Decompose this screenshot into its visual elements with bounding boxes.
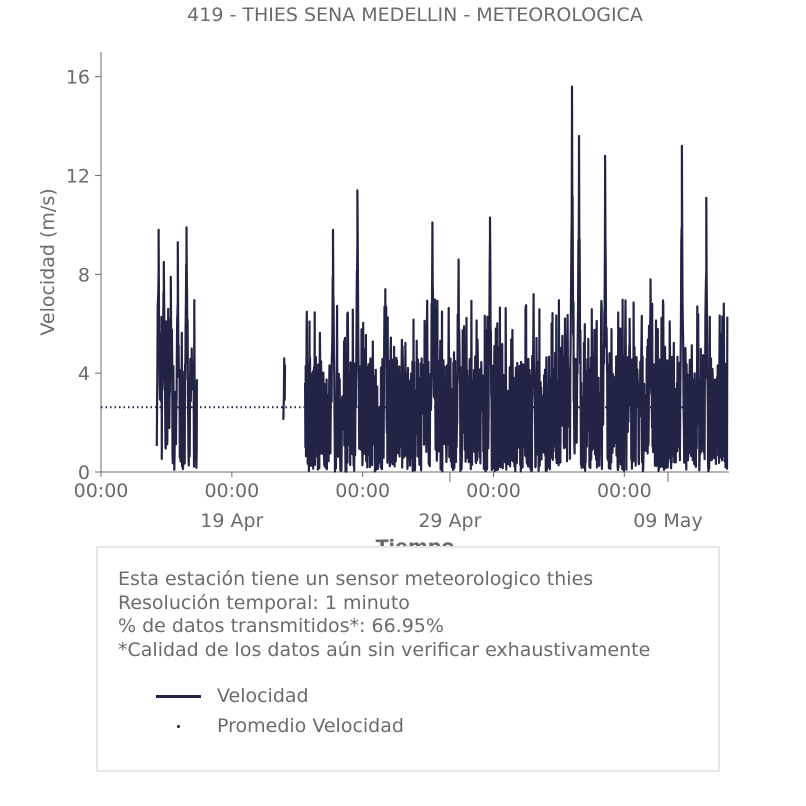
y-tick-label: 16 — [65, 66, 90, 89]
info-line-transmitted: % de datos transmitidos*: 66.95% — [118, 615, 444, 637]
y-tick-label: 12 — [65, 165, 90, 188]
y-tick-label: 8 — [77, 264, 90, 287]
legend-item-promedio — [156, 711, 404, 741]
x-tick-label: 00:00 — [335, 480, 391, 502]
y-axis-label: Velocidad (m/s) — [37, 188, 59, 336]
chart-title: 419 - THIES SENA MEDELLIN - METEOROLOGICA — [187, 4, 643, 26]
x-tick-label: 00:00 — [73, 480, 129, 502]
y-tick-label: 0 — [77, 462, 90, 484]
legend — [156, 681, 404, 741]
legend-line-swatch — [156, 695, 201, 698]
x-tick-date-label: 09 May — [633, 510, 703, 532]
plot-area — [101, 87, 729, 472]
y-tick-label: 4 — [77, 363, 90, 386]
x-tick-label: 00:00 — [466, 480, 521, 502]
legend-label-velocidad: Velocidad — [217, 685, 309, 707]
velocidad-line-segment-3 — [305, 87, 727, 472]
x-tick-label: 00:00 — [204, 480, 260, 502]
info-line-sensor: Esta estación tiene un sensor meteorologico thies — [118, 568, 594, 590]
legend-item-velocidad — [156, 681, 404, 711]
info-line-quality: *Calidad de los datos aún sin verificar exhaustivamente — [118, 638, 651, 661]
info-line-resolution: Resolución temporal: 1 minuto — [118, 591, 410, 614]
legend-label-promedio: Promedio Velocidad — [217, 715, 404, 737]
info-box — [96, 546, 720, 772]
x-tick-date-label: 19 Apr — [200, 510, 264, 532]
info-lines — [118, 568, 650, 662]
legend-dot-swatch — [156, 725, 201, 728]
x-tick-label: 00:00 — [596, 480, 652, 502]
x-tick-date-label: 29 Apr — [418, 510, 482, 532]
axes — [66, 52, 729, 532]
velocidad-line-segment-2 — [283, 358, 285, 420]
velocidad-line-segment-1 — [157, 227, 197, 469]
